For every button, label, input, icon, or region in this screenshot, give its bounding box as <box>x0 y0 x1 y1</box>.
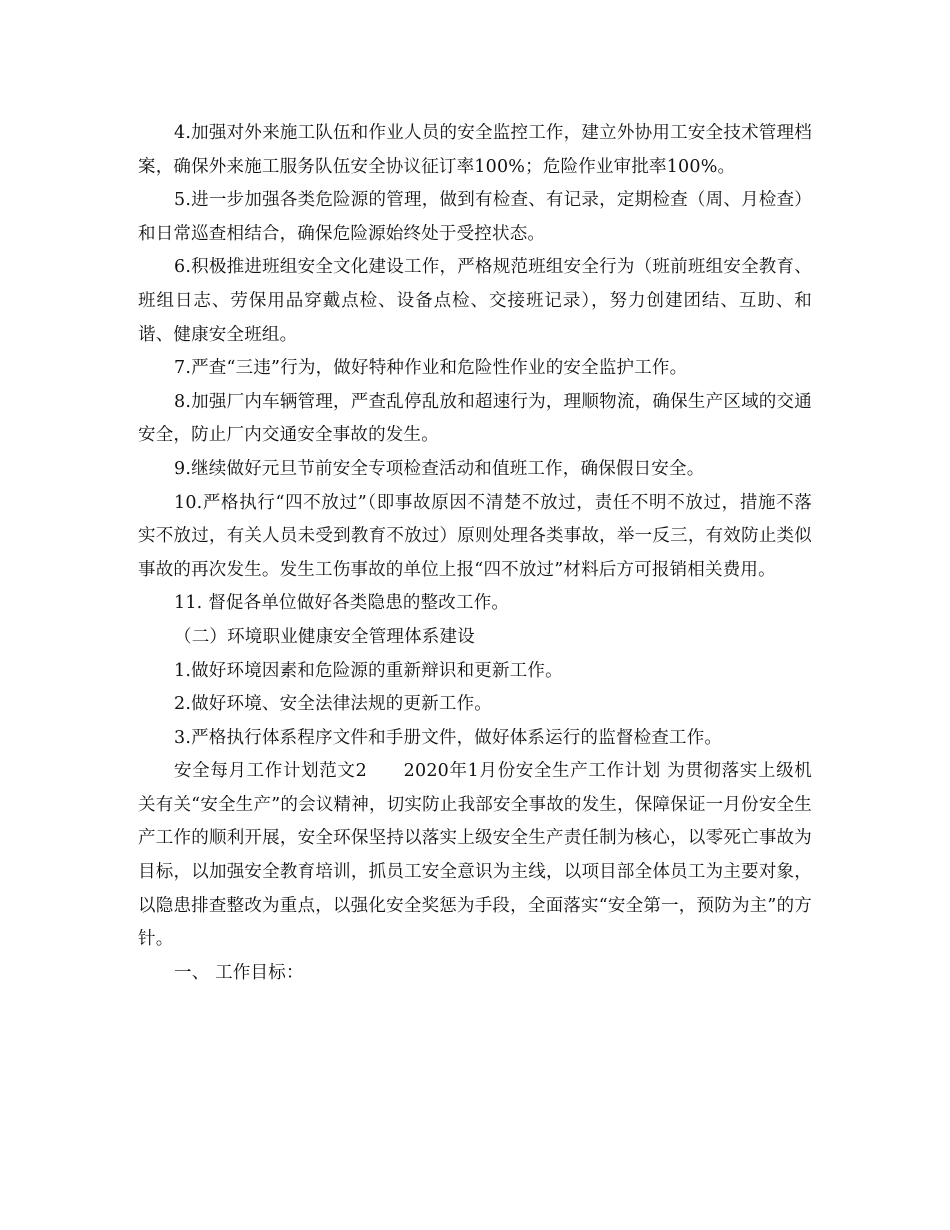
paragraph-item-9: 9.继续做好元旦节前安全专项检查活动和值班工作，确保假日安全。 <box>174 458 705 479</box>
paragraph-item-6: 6.积极推进班组安全文化建设工作，严格规范班组安全行为（班前班组安全教育、班组日志、劳保用品穿戴点检、设备点检、交接班记录），努力创建团结、互助、和谐、健康安全班组。 <box>138 257 812 345</box>
paragraph-item-8: 8.加强厂内车辆管理，严查乱停乱放和超速行为，理顺物流，确保生产区域的交通安全，防止厂内交通安全事故的发生。 <box>138 391 812 446</box>
paragraph-item-s2-2: 2.做好环境、安全法律法规的更新工作。 <box>174 694 492 715</box>
paragraph-item-10: 10.严格执行“四不放过”（即事故原因不清楚不放过，责任不明不放过，措施不落实不放过，有关人员未受到教育不放过）原则处理各类事故，举一反三，有效防止类似事故的再次发生。发生工伤事故的单位上报“四不放过”材料后方可报销相关费用。 <box>138 492 812 580</box>
paragraph-item-4: 4.加强对外来施工队伍和作业人员的安全监控工作，建立外协用工安全技术管理档案，确保外来施工服务队伍安全协议征订率100%；危险作业审批率100%。 <box>138 123 812 177</box>
work-goals-heading: 一、 工作目标： <box>174 962 304 983</box>
section-heading-2: （二）环境职业健康安全管理体系建设 <box>174 626 475 647</box>
paragraph-item-s2-3: 3.严格执行体系程序文件和手册文件，做好体系运行的监督检查工作。 <box>174 727 723 748</box>
paragraph-item-11: 11. 督促各单位做好各类隐患的整改工作。 <box>174 593 510 614</box>
sample-plan-intro: 安全每月工作计划范文2 2020年1月份安全生产工作计划 为贯彻落实上级机关有关“安全生产”的会议精神，切实防止我部安全事故的发生，保障保证一月份安全生产工作的顺利开展，安全环保坚持以落实上级安全生产责任制为核心，以零死亡事故为目标，以加强安全教育培训，抓员工安全意识为主线，以项目部全体员工为主要对象，以隐患排查整改为重点，以强化安全奖惩为手段，全面落实“安全第一，预防为主”的方针。 <box>138 761 812 950</box>
paragraph-item-7: 7.严查“三违”行为，做好特种作业和危险性作业的安全监护工作。 <box>174 358 688 379</box>
document-body <box>138 117 812 990</box>
paragraph-item-5: 5.进一步加强各类危险源的管理，做到有检查、有记录，定期检查（周、月检查）和日常巡查相结合，确保危险源始终处于受控状态。 <box>138 190 812 244</box>
paragraph-item-s2-1: 1.做好环境因素和危险源的重新辩识和更新工作。 <box>174 660 563 681</box>
